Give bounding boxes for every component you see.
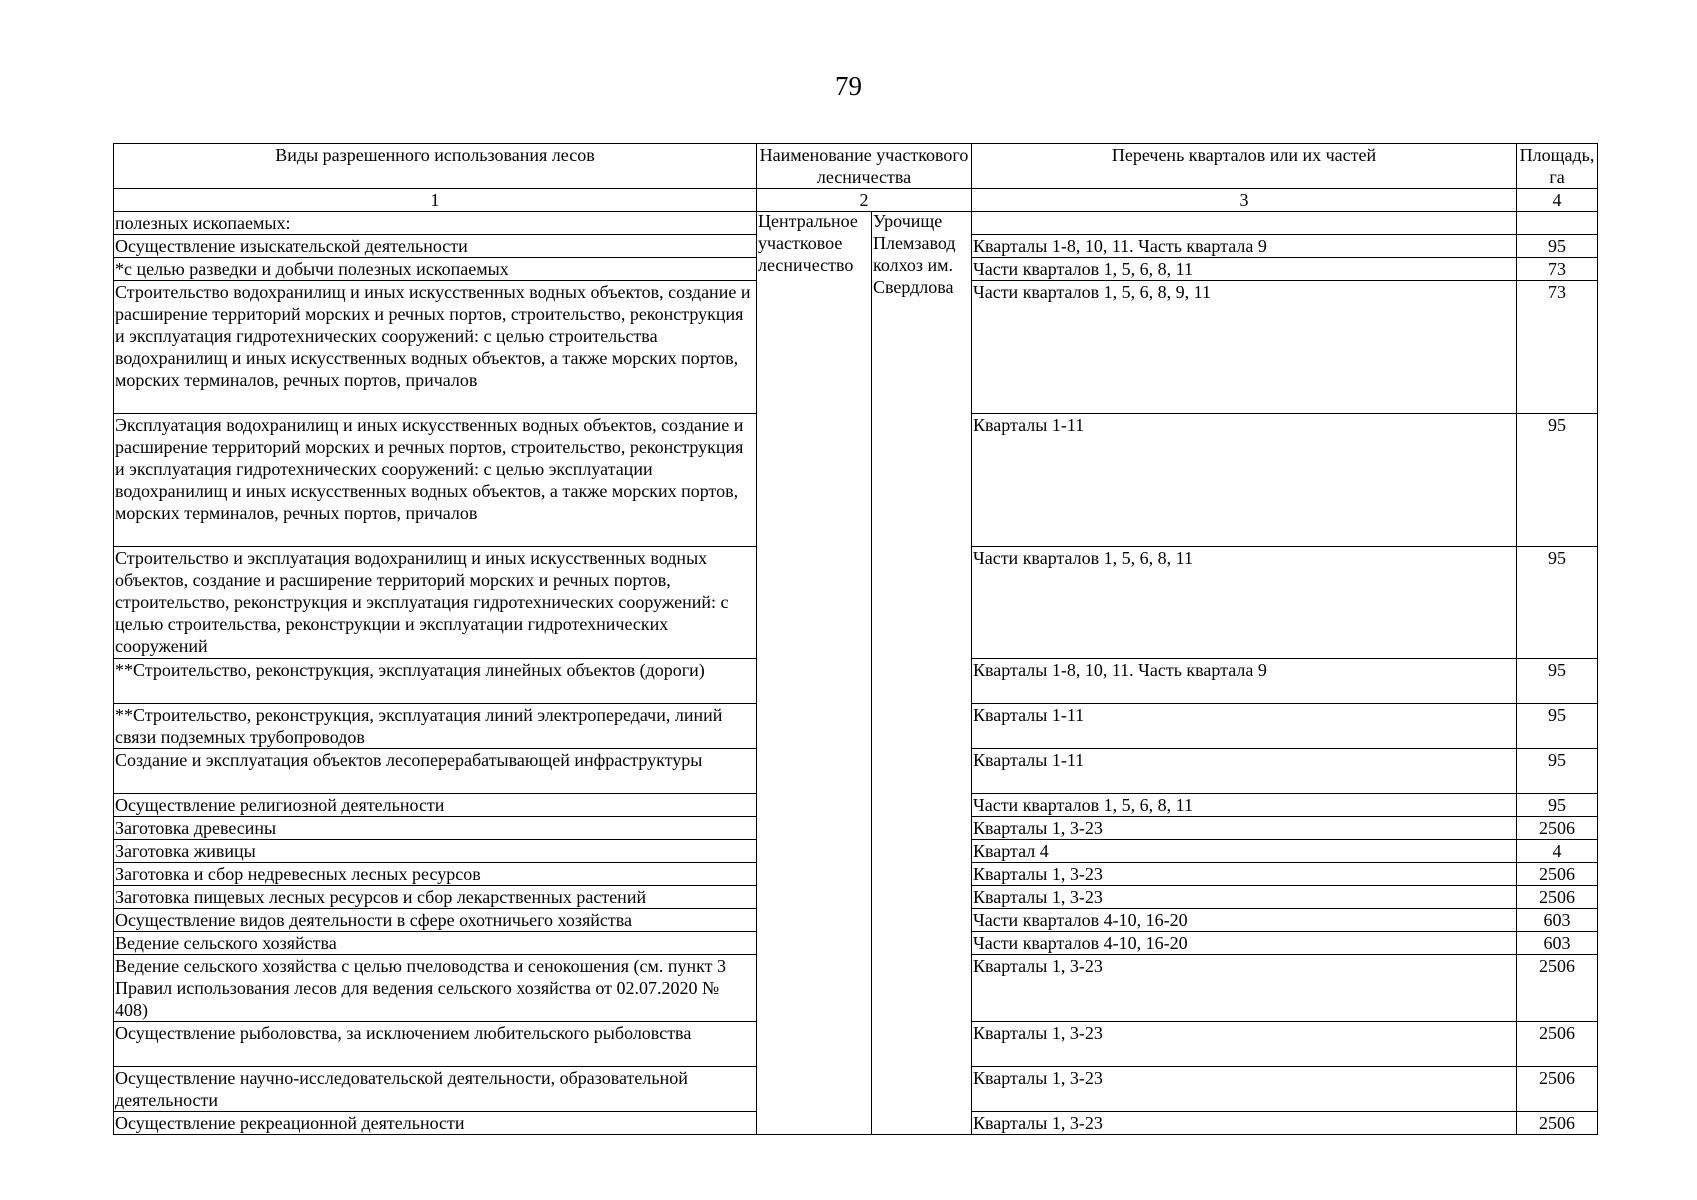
header-use-type: Виды разрешенного использования лесов: [114, 144, 757, 189]
quarters-cell: Кварталы 1, 3-23: [972, 1022, 1517, 1067]
column-number: 3: [972, 189, 1517, 212]
use-type-cell: Ведение сельского хозяйства: [114, 932, 757, 955]
area-cell: 2506: [1517, 1067, 1598, 1112]
use-type-cell: полезных ископаемых:: [114, 212, 757, 235]
quarters-cell: Кварталы 1, 3-23: [972, 1067, 1517, 1112]
quarters-cell: Квартал 4: [972, 840, 1517, 863]
tract-name-cell: [872, 212, 972, 1135]
use-type-cell: Осуществление научно-исследовательской деятельности, образовательной деятельности: [114, 1067, 757, 1112]
quarters-cell: Части кварталов 1, 5, 6, 8, 9, 11: [972, 281, 1517, 414]
forest-use-table: [113, 143, 1598, 1135]
area-cell: 2506: [1517, 955, 1598, 1022]
use-type-cell: Осуществление изыскательской деятельности: [114, 235, 757, 258]
area-cell: 2506: [1517, 886, 1598, 909]
quarters-cell: Кварталы 1, 3-23: [972, 817, 1517, 840]
quarters-cell: Кварталы 1, 3-23: [972, 886, 1517, 909]
quarters-cell: Кварталы 1-8, 10, 11. Часть квартала 9: [972, 235, 1517, 258]
use-type-cell: Осуществление рекреационной деятельности: [114, 1112, 757, 1135]
area-cell: 95: [1517, 414, 1598, 547]
quarters-cell: Кварталы 1-11: [972, 414, 1517, 547]
quarters-cell: Кварталы 1, 3-23: [972, 955, 1517, 1022]
use-type-cell: Ведение сельского хозяйства с целью пчеловодства и сенокошения (см. пункт 3 Правил использования лесов для ведения сельского хозяйства от 02.07.2020 № 408): [114, 955, 757, 1022]
quarters-cell: Кварталы 1-11: [972, 704, 1517, 749]
column-number: 4: [1517, 189, 1598, 212]
area-cell: 603: [1517, 909, 1598, 932]
use-type-cell: Строительство и эксплуатация водохранилищ и иных искусственных водных объектов, создание и расширение территорий морских и речных портов, строительство, реконструкция и эксплуатация гидротехнических сооружений: с целью строительства, реконструкции и эксплуатации гидротехнических сооружений: [114, 547, 757, 659]
area-cell: 603: [1517, 932, 1598, 955]
forestry-name: Центральное участковое лесничество: [758, 211, 858, 275]
use-type-cell: Создание и эксплуатация объектов лесоперерабатывающей инфраструктуры: [114, 749, 757, 794]
tract-name: Урочище Племзавод колхоз им. Свердлова: [873, 211, 956, 297]
area-cell: 95: [1517, 235, 1598, 258]
use-type-cell: Заготовка пищевых лесных ресурсов и сбор лекарственных растений: [114, 886, 757, 909]
area-cell: [1517, 212, 1598, 235]
quarters-cell: Части кварталов 4-10, 16-20: [972, 932, 1517, 955]
use-type-cell: *с целью разведки и добычи полезных ископаемых: [114, 258, 757, 281]
area-cell: 95: [1517, 794, 1598, 817]
quarters-cell: Части кварталов 1, 5, 6, 8, 11: [972, 794, 1517, 817]
area-cell: 2506: [1517, 1022, 1598, 1067]
area-cell: 2506: [1517, 817, 1598, 840]
table-header-row: [114, 144, 1598, 189]
header-area: Площадь, га: [1517, 144, 1598, 189]
quarters-cell: Кварталы 1, 3-23: [972, 1112, 1517, 1135]
use-type-cell: Эксплуатация водохранилищ и иных искусственных водных объектов, создание и расширение территорий морских и речных портов, строительство, реконструкция и эксплуатация гидротехнических сооружений: с целью эксплуатации водохранилищ и иных искусственных водных объектов, а также морских портов, морских терминалов, речных портов, причалов: [114, 414, 757, 547]
area-cell: 73: [1517, 281, 1598, 414]
column-number: 1: [114, 189, 757, 212]
area-cell: 73: [1517, 258, 1598, 281]
quarters-cell: Части кварталов 1, 5, 6, 8, 11: [972, 258, 1517, 281]
area-cell: 95: [1517, 547, 1598, 659]
quarters-cell: Кварталы 1, 3-23: [972, 863, 1517, 886]
quarters-cell: Кварталы 1-8, 10, 11. Часть квартала 9: [972, 659, 1517, 704]
quarters-cell: Кварталы 1-11: [972, 749, 1517, 794]
quarters-cell: Части кварталов 4-10, 16-20: [972, 909, 1517, 932]
use-type-cell: Осуществление религиозной деятельности: [114, 794, 757, 817]
use-type-cell: Заготовка живицы: [114, 840, 757, 863]
area-cell: 2506: [1517, 863, 1598, 886]
table-row: [114, 212, 1598, 235]
header-quarters: Перечень кварталов или их частей: [972, 144, 1517, 189]
column-number-row: [114, 189, 1598, 212]
use-type-cell: **Строительство, реконструкция, эксплуатация линейных объектов (дороги): [114, 659, 757, 704]
use-type-cell: Заготовка и сбор недревесных лесных ресурсов: [114, 863, 757, 886]
area-cell: 95: [1517, 659, 1598, 704]
header-forestry: Наименование участкового лесничества: [757, 144, 972, 189]
page-number: 79: [835, 71, 862, 101]
quarters-cell: Части кварталов 1, 5, 6, 8, 11: [972, 547, 1517, 659]
quarters-cell: [972, 212, 1517, 235]
use-type-cell: Заготовка древесины: [114, 817, 757, 840]
area-cell: 2506: [1517, 1112, 1598, 1135]
column-number: 2: [757, 189, 972, 212]
area-cell: 4: [1517, 840, 1598, 863]
use-type-cell: **Строительство, реконструкция, эксплуатация линий электропередачи, линий связи подземных трубопроводов: [114, 704, 757, 749]
area-cell: 95: [1517, 749, 1598, 794]
use-type-cell: Осуществление рыболовства, за исключением любительского рыболовства: [114, 1022, 757, 1067]
area-cell: 95: [1517, 704, 1598, 749]
use-type-cell: Строительство водохранилищ и иных искусственных водных объектов, создание и расширение территорий морских и речных портов, строительство, реконструкция и эксплуатация гидротехнических сооружений: с целью строительства водохранилищ и иных искусственных водных объектов, а также морских портов, морских терминалов, речных портов, причалов: [114, 281, 757, 414]
forestry-name-cell: [757, 212, 872, 1135]
use-type-cell: Осуществление видов деятельности в сфере охотничьего хозяйства: [114, 909, 757, 932]
